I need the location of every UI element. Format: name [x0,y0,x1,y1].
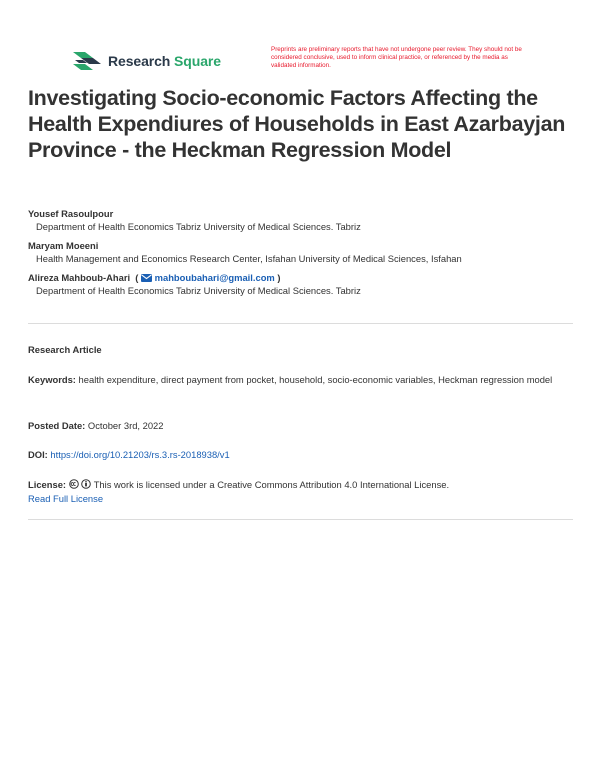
doi-label: DOI: [28,449,48,460]
logo-text-main: Research [108,53,171,69]
doi-section [28,448,573,462]
divider-top [28,323,573,324]
paper-title: Investigating Socio-economic Factors Affecting the Health Expendiures of Households in East Azarbayjan Province - the Heckman Regression Model [28,86,566,162]
license-section [28,478,573,505]
author-affiliation: Department of Health Economics Tabriz University of Medical Sciences. Tabriz [36,285,361,296]
keywords-label: Keywords: [28,374,76,385]
article-type [28,343,573,357]
preprint-disclaimer: Preprints are preliminary reports that have not undergone peer review. They should not be considered conclusive, used to inform clinical practice, or referenced by the media as validated information. [271,46,522,69]
author-entry [28,207,578,233]
logo-text [108,53,221,69]
author-name: Maryam Moeeni [28,240,99,251]
author-affiliation: Health Management and Economics Research Center, Isfahan University of Medical Sciences, Isfahan [36,253,462,264]
attribution-icon [81,479,91,489]
corresponding-author [28,271,578,284]
author-name: Alireza Mahboub-Ahari [28,272,131,283]
header [73,46,533,76]
article-type-value: Research Article [28,344,102,355]
email-paren-open: ( [132,272,142,283]
envelope-icon [141,274,152,282]
posted-date-label: Posted Date: [28,420,86,431]
author-entry [28,271,578,297]
creative-commons-icon [69,479,79,489]
author-affiliation: Department of Health Economics Tabriz University of Medical Sciences. Tabriz [36,221,361,232]
keywords-section [28,373,573,387]
posted-date-section [28,419,573,433]
research-square-logo[interactable] [73,48,221,74]
posted-date-value: October 3rd, 2022 [87,420,164,431]
author-email-link[interactable]: mahboubahari@gmail.com [154,272,275,283]
author-name: Yousef Rasoulpour [28,208,114,219]
license-label: License: [28,479,67,490]
read-full-license-link[interactable]: Read Full License [28,492,104,504]
email-paren-close: ) [274,272,281,283]
keywords-value: health expenditure, direct payment from pocket, household, socio-economic variables, Heckman regression model [78,374,553,385]
doi-link[interactable]: https://doi.org/10.21203/rs.3.rs-2018938/v1 [50,449,230,460]
author-entry [28,239,578,265]
divider-bottom [28,519,573,520]
author-list [28,207,578,303]
logo-text-accent: Square [174,53,221,69]
research-square-logo-icon [73,50,101,72]
license-text: This work is licensed under a Creative Commons Attribution 4.0 International License. [93,479,450,490]
